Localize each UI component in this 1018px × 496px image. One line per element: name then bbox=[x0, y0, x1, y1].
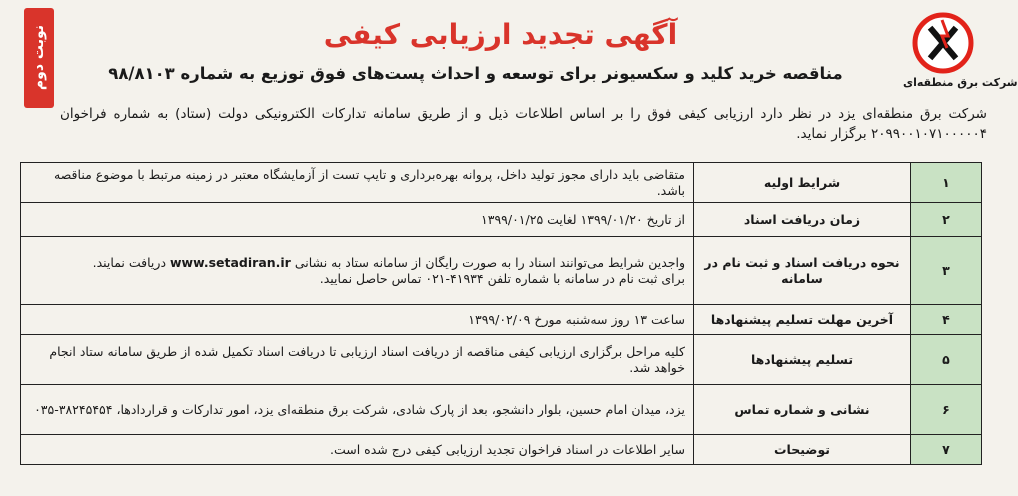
row-label: نحوه دریافت اسناد و ثبت نام در سامانه bbox=[694, 237, 911, 305]
row-description bbox=[21, 237, 694, 305]
power-company-logo-icon bbox=[912, 12, 974, 74]
second-publication-badge bbox=[24, 8, 54, 108]
logo-caption: شرکت برق منطقه‌ای bbox=[903, 76, 1018, 89]
row-label: آخرین مهلت تسلیم پیشنهادها bbox=[694, 305, 911, 335]
row-description: یزد، میدان امام حسین، بلوار دانشجو، بعد از پارک شادی، شرکت برق منطقه‌ای یزد، امور تدارکات و قراردادها، ۳۸۲۴۵۴۵۴-۰۳۵ bbox=[21, 385, 694, 435]
conditions-table bbox=[20, 162, 982, 465]
intro-paragraph: شرکت برق منطقه‌ای یزد در نظر دارد ارزیابی کیفی فوق را بر اساس اطلاعات ذیل و از طریق سامانه تدارکات الکترونیکی دولت (ستاد) به شماره فراخوان ۲۰۹۹۰۰۱۰۷۱۰۰۰۰۰۴ برگزار نماید. bbox=[60, 106, 987, 142]
row-label: تسلیم پیشنهادها bbox=[694, 335, 911, 385]
row-number: ۶ bbox=[911, 385, 982, 435]
row-label: نشانی و شماره تماس bbox=[694, 385, 911, 435]
page-title: آگهی تجدید ارزیابی کیفی bbox=[323, 18, 678, 51]
row-number: ۴ bbox=[911, 305, 982, 335]
table-row bbox=[21, 385, 982, 435]
row-description: متقاضی باید دارای مجوز تولید داخل، پروانه بهره‌برداری و تایپ تست از آزمایشگاه معتبر در زمینه مرتبط با موضوع مناقصه باشد. bbox=[21, 163, 694, 203]
table-row bbox=[21, 335, 982, 385]
row-description: سایر اطلاعات در اسناد فراخوان تجدید ارزیابی کیفی درج شده است. bbox=[21, 435, 694, 465]
badge-label: نوبت دوم bbox=[31, 25, 47, 91]
table-row bbox=[21, 305, 982, 335]
table-row bbox=[21, 163, 982, 203]
row-number: ۷ bbox=[911, 435, 982, 465]
row-description-text-after: دریافت نمایند. bbox=[92, 254, 167, 270]
row-description: از تاریخ ۱۳۹۹/۰۱/۲۰ لغایت ۱۳۹۹/۰۱/۲۵ bbox=[21, 203, 694, 237]
tender-subtitle: مناقصه خرید کلید و سکسیونر برای توسعه و احداث پست‌های فوق توزیع به شماره ۹۸/۸۱۰۳ bbox=[108, 64, 843, 83]
row-number: ۳ bbox=[911, 237, 982, 305]
row-description-text: واجدین شرایط می‌توانند اسناد را به صورت رایگان از سامانه ستاد به نشانی bbox=[294, 254, 685, 270]
row-number: ۲ bbox=[911, 203, 982, 237]
row-label: توضیحات bbox=[694, 435, 911, 465]
logo bbox=[903, 12, 1018, 89]
row-description: ساعت ۱۳ روز سه‌شنبه مورخ ۱۳۹۹/۰۲/۰۹ bbox=[21, 305, 694, 335]
row-number: ۱ bbox=[911, 163, 982, 203]
row-label: شرایط اولیه bbox=[694, 163, 911, 203]
row-label: زمان دریافت اسناد bbox=[694, 203, 911, 237]
row-number: ۵ bbox=[911, 335, 982, 385]
table-row bbox=[21, 435, 982, 465]
row-description: کلیه مراحل برگزاری ارزیابی کیفی مناقصه از دریافت اسناد ارزیابی تا دریافت اسناد تکمیل شده از طریق سامانه ستاد انجام خواهد شد. bbox=[21, 335, 694, 385]
table-row bbox=[21, 203, 982, 237]
row-description-line2: برای ثبت نام در سامانه با شماره تلفن ۴۱۹۳۴-۰۲۱ تماس حاصل نمایید. bbox=[319, 270, 685, 286]
setad-website-link[interactable]: www.setadiran.ir bbox=[170, 254, 291, 270]
table-row bbox=[21, 237, 982, 305]
